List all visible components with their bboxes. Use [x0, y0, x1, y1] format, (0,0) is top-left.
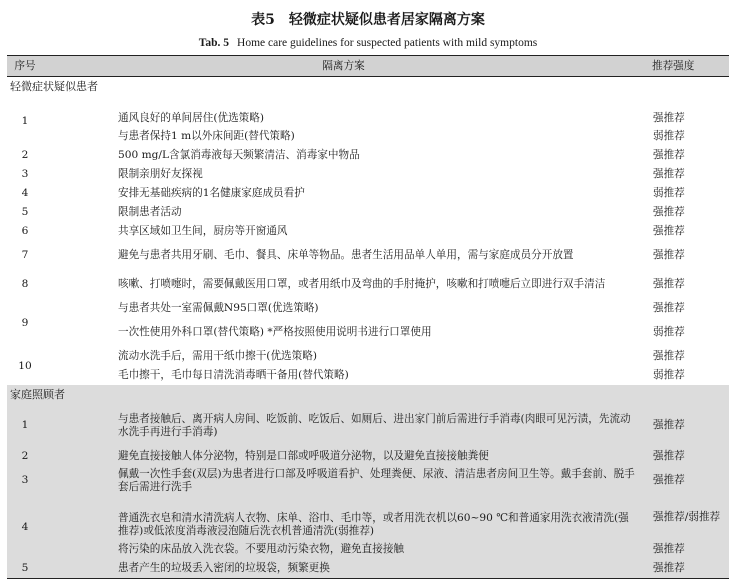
row-recommendation: 强推荐	[644, 559, 729, 579]
row-recommendation: 强推荐	[653, 350, 685, 362]
table-row	[7, 127, 729, 146]
row-recommendation: 弱推荐	[653, 130, 685, 142]
row-number: 5	[7, 559, 43, 579]
row-content: 毛巾擦干，毛巾每日清洗消毒晒干备用(替代策略)	[118, 369, 349, 381]
row-content: 与患者接触后、离开病人房间、吃饭前、吃饭后、如厕后、进出家门前后需进行手消毒(肉眼可见污渍，先流动水洗手再进行手消毒)	[43, 404, 644, 447]
row-number: 5	[21, 206, 29, 218]
row-recommendation: 强推荐	[653, 302, 685, 314]
row-recommendation: 弱推荐	[653, 187, 685, 199]
row-content: 与患者共处一室需佩戴N95口罩(优选策略)	[118, 302, 319, 314]
table-row	[7, 466, 729, 495]
row-number: 3	[21, 168, 29, 180]
table-row	[7, 241, 729, 270]
table-row	[7, 540, 729, 559]
table-row	[7, 222, 729, 241]
row-number: 4	[21, 187, 29, 199]
table-row	[7, 146, 729, 165]
table-header-row	[7, 56, 729, 77]
row-recommendation: 弱推荐	[653, 369, 685, 381]
table-row	[7, 165, 729, 184]
row-content: 与患者保持1 m以外床间距(替代策略)	[118, 130, 295, 142]
row-content: 避免直接接触人体分泌物，特别是口部或呼吸道分泌物，以及避免直接接触粪便	[43, 447, 644, 466]
row-recommendation: 强推荐	[644, 466, 729, 495]
table-row	[7, 184, 729, 203]
row-content: 避免与患者共用牙刷、毛巾、餐具、床单等物品。患者生活用品单人单用，需与家庭成员分开放置	[118, 249, 574, 261]
table-caption-en: Home care guidelines for suspected patients with mild symptoms	[237, 37, 538, 49]
section-title: 家庭照顾者	[7, 385, 729, 404]
row-content: 将污染的床品放入洗衣袋。不要甩动污染衣物，避免直接接触	[43, 540, 644, 559]
table-title-cn: 表5 轻微症状疑似患者居家隔离方案	[251, 12, 485, 28]
row-number: 3	[7, 466, 43, 495]
header-plan: 隔离方案	[43, 56, 644, 77]
section-header-patients	[7, 77, 729, 97]
row-number: 7	[21, 249, 29, 261]
row-content: 咳嗽、打喷嚏时，需要佩戴医用口罩，或者用纸巾及弯曲的手肘掩护，咳嗽和打喷嚏后立即进行双手清洁	[118, 278, 606, 290]
row-recommendation: 强推荐	[644, 447, 729, 466]
row-recommendation: 强推荐	[653, 206, 685, 218]
row-number: 6	[21, 225, 29, 237]
row-content: 普通洗衣皂和清水清洗病人衣物、床单、浴巾、毛巾等，或者用洗衣机以60~90 ℃和普通家用洗衣液清洗(强推荐)或低浓度消毒液浸泡随后洗衣机普通清洗(弱推荐)	[43, 495, 644, 540]
table-title-en	[0, 34, 736, 52]
row-content: 限制患者活动	[118, 206, 182, 218]
row-number: 1	[21, 114, 29, 127]
row-number: 8	[21, 278, 29, 290]
table-row	[7, 270, 729, 299]
row-content: 500 mg/L含氯消毒液每天频繁清洁、消毒家中物品	[118, 149, 360, 161]
section-header-caregivers	[7, 385, 729, 404]
row-recommendation: 强推荐	[653, 149, 685, 161]
row-recommendation: 强推荐	[653, 112, 685, 124]
row-content: 通风良好的单间居住(优选策略)	[118, 112, 264, 124]
row-recommendation: 强推荐	[644, 404, 729, 447]
row-number: 4	[7, 495, 43, 559]
table-row	[7, 559, 729, 579]
row-recommendation: 强推荐	[644, 540, 729, 559]
table-row	[7, 318, 729, 347]
row-number: 9	[21, 316, 29, 329]
row-content: 限制亲朋好友探视	[118, 168, 203, 180]
row-recommendation: 强推荐	[653, 249, 685, 261]
row-recommendation: 强推荐	[653, 278, 685, 290]
row-number: 2	[21, 149, 29, 161]
row-recommendation: 强推荐	[653, 168, 685, 180]
table-row	[7, 447, 729, 466]
guidelines-table	[7, 55, 729, 579]
row-content: 患者产生的垃圾丢入密闭的垃圾袋，频繁更换	[43, 559, 644, 579]
row-content: 流动水洗手后，需用干纸巾擦干(优选策略)	[118, 350, 317, 362]
row-recommendation: 弱推荐	[653, 326, 685, 338]
row-content: 佩戴一次性手套(双层)为患者进行口部及呼吸道看护、处理粪便、尿液、清洁患者房间卫生等。戴手套前、脱手套后需进行洗手	[43, 466, 644, 495]
row-number: 2	[7, 447, 43, 466]
row-recommendation: 强推荐/弱推荐	[644, 495, 729, 540]
table-row	[7, 299, 729, 318]
row-number: 1	[7, 404, 43, 447]
header-number: 序号	[7, 56, 43, 77]
row-recommendation: 强推荐	[653, 225, 685, 237]
table-row	[7, 96, 729, 127]
table-label-en: Tab. 5	[198, 37, 230, 49]
table-row	[7, 347, 729, 366]
section-title: 轻微症状疑似患者	[10, 80, 98, 93]
table-row	[7, 495, 729, 540]
header-recommendation: 推荐强度	[644, 56, 729, 77]
row-content: 一次性使用外科口罩(替代策略) *严格按照使用说明书进行口罩使用	[118, 326, 432, 338]
table-row	[7, 203, 729, 222]
row-content: 安排无基础疾病的1名健康家庭成员看护	[118, 187, 305, 199]
table-row	[7, 404, 729, 447]
row-content: 共享区域如卫生间，厨房等开窗通风	[118, 225, 288, 237]
row-number: 10	[18, 359, 32, 372]
table-row	[7, 366, 729, 385]
